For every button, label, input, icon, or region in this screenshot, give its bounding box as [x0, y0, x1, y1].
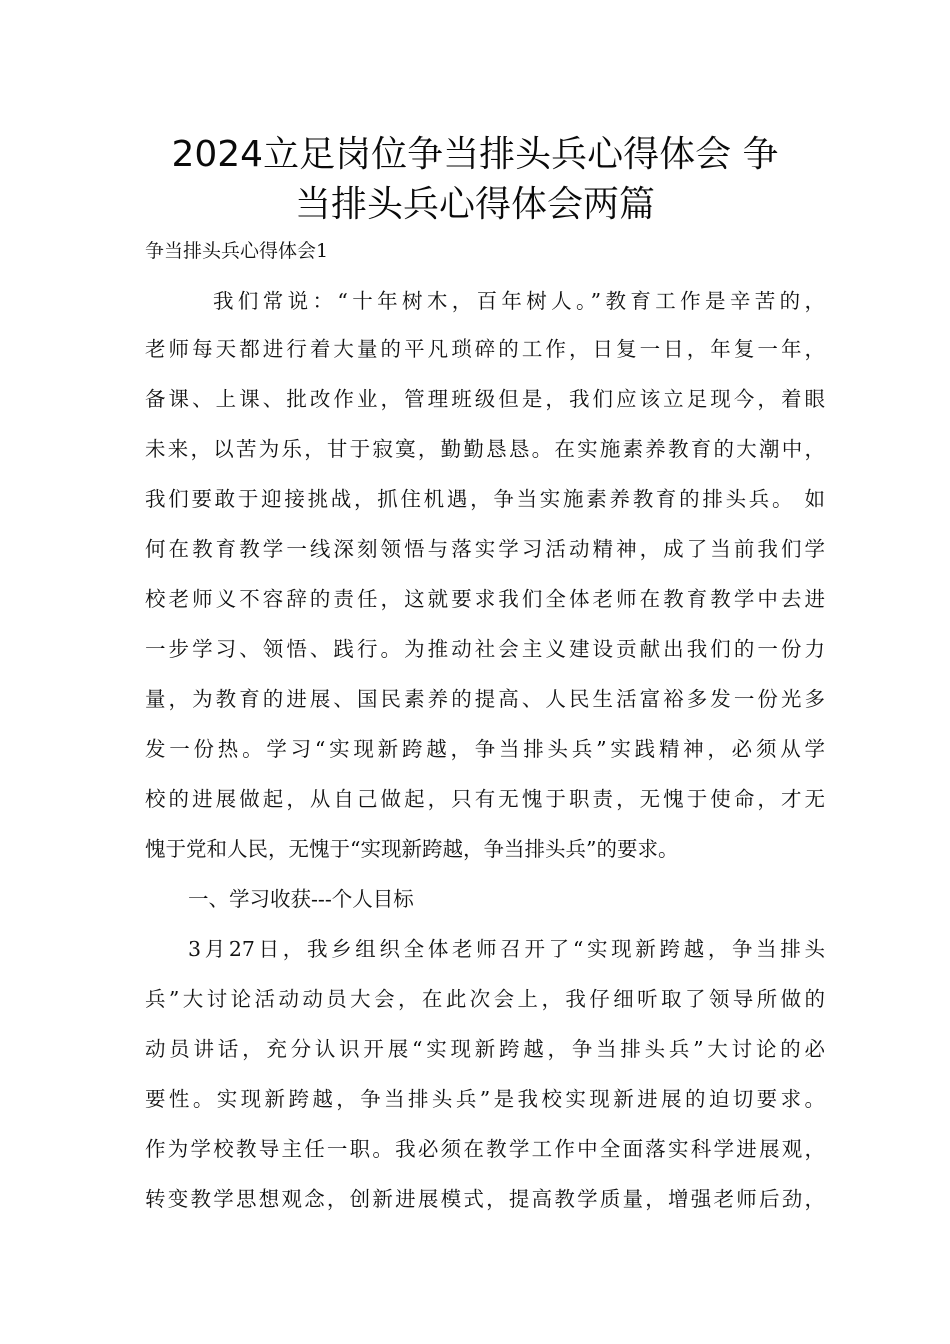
body-line: 动员讲话，充分认识开展“实现新跨越，争当排头兵”大讨论的必	[145, 1037, 825, 1061]
body-line: 兵”大讨论活动动员大会，在此次会上，我仔细听取了领导所做的	[145, 987, 825, 1011]
body-line: 发一份热。学习“实现新跨越，争当排头兵”实践精神，必须从学	[145, 737, 825, 761]
body-line: 老师每天都进行着大量的平凡琐碎的工作，日复一日，年复一年，	[145, 337, 825, 361]
body-line: 量，为教育的进展、国民素养的提高、人民生活富裕多发一份光多	[145, 687, 825, 711]
body-line: 何在教育教学一线深刻领悟与落实学习活动精神，成了当前我们学	[145, 537, 825, 561]
body-line: 校老师义不容辞的责任，这就要求我们全体老师在教育教学中去进	[145, 587, 825, 611]
body-line: 一步学习、领悟、践行。为推动社会主义建设贡献出我们的一份力	[145, 637, 825, 661]
body-line: 我们常说：“十年树木，百年树人。”教育工作是辛苦的，	[213, 289, 825, 313]
body-line: 我们要敢于迎接挑战，抓住机遇，争当实施素养教育的排头兵。 如	[145, 487, 825, 511]
body-line: 愧于党和人民，无愧于“实现新跨越，争当排头兵”的要求。	[145, 837, 679, 861]
document-title-line-1: 2024立足岗位争当排头兵心得体会 争	[171, 134, 779, 175]
body-line: 3月27日，我乡组织全体老师召开了“实现新跨越，争当排头	[188, 937, 825, 961]
section-subheading: 争当排头兵心得体会1	[145, 240, 329, 262]
section-heading: 一、学习收获---个人目标	[188, 887, 414, 911]
body-line: 要性。实现新跨越，争当排头兵”是我校实现新进展的迫切要求。	[145, 1087, 825, 1111]
body-line: 未来，以苦为乐，甘于寂寞，勤勤恳恳。在实施素养教育的大潮中，	[145, 437, 825, 461]
body-line: 校的进展做起，从自己做起，只有无愧于职责，无愧于使命，才无	[145, 787, 825, 811]
body-line: 作为学校教导主任一职。我必须在教学工作中全面落实科学进展观，	[145, 1137, 825, 1161]
body-line: 备课、上课、批改作业，管理班级但是，我们应该立足现今，着眼	[145, 387, 825, 411]
document-title-line-2: 当排头兵心得体会两篇	[294, 184, 655, 225]
body-line: 转变教学思想观念，创新进展模式，提高教学质量，增强老师后劲，	[145, 1187, 825, 1211]
